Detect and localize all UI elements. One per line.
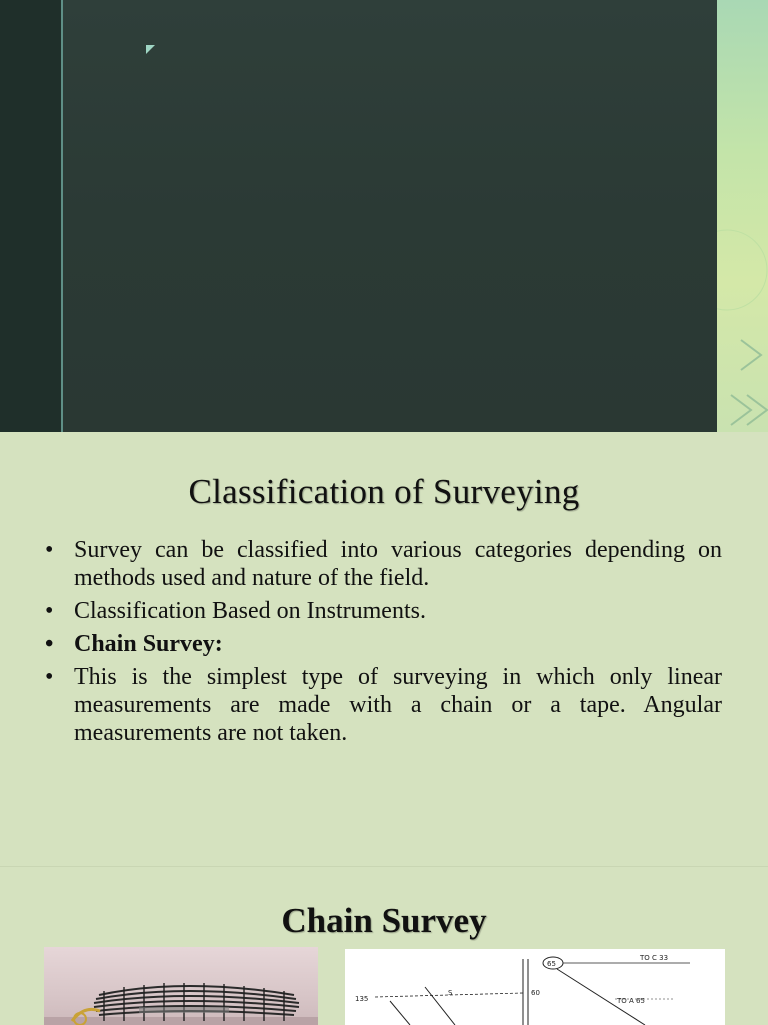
list-item (44, 536, 722, 592)
chain-photo (44, 947, 318, 1025)
right-decorative-strip (717, 0, 768, 432)
slide-title: Classification of Surveying (188, 472, 580, 511)
left-dark-band (0, 0, 61, 432)
list-item (44, 630, 722, 658)
bullet-text: Classification Based on Instruments. (74, 598, 426, 624)
bullet-icon: • (45, 664, 54, 690)
bullet-icon: • (45, 598, 54, 624)
sketch-label-circle: 65 (547, 960, 556, 968)
sketch-label-left: 135 (355, 995, 369, 1003)
bullet-list (44, 536, 722, 752)
corner-triangle-icon (146, 45, 156, 55)
list-item (44, 597, 722, 625)
bullet-text: Chain Survey: (74, 631, 223, 657)
slide-classification (0, 432, 768, 866)
bullet-icon: • (45, 631, 54, 657)
slide-dark-title (0, 0, 768, 432)
surveying-chain-illustration (44, 947, 318, 1025)
center-dark-panel (63, 0, 717, 432)
bullet-icon: • (45, 537, 54, 563)
chevron-decoration-icon (717, 0, 768, 432)
sketch-label-top-right: TO C 33 (640, 954, 669, 962)
sketch-label-mid: S (448, 989, 453, 997)
bullet-text: This is the simplest type of surveying in which only linear measurements are made with a chain or a tape. Angular measurements are not taken. (74, 664, 722, 746)
sketch-label-lower-right: TO A 65 (617, 997, 645, 1005)
bullet-text: Survey can be classified into various categories depending on methods used and nature of the field. (74, 537, 722, 591)
chain-survey-field-sketch (345, 949, 725, 1025)
sketch-label-right: 60 (531, 989, 540, 997)
list-item (44, 663, 722, 747)
slide-chain-survey (0, 866, 768, 1025)
slide-title: Chain Survey (281, 901, 487, 940)
